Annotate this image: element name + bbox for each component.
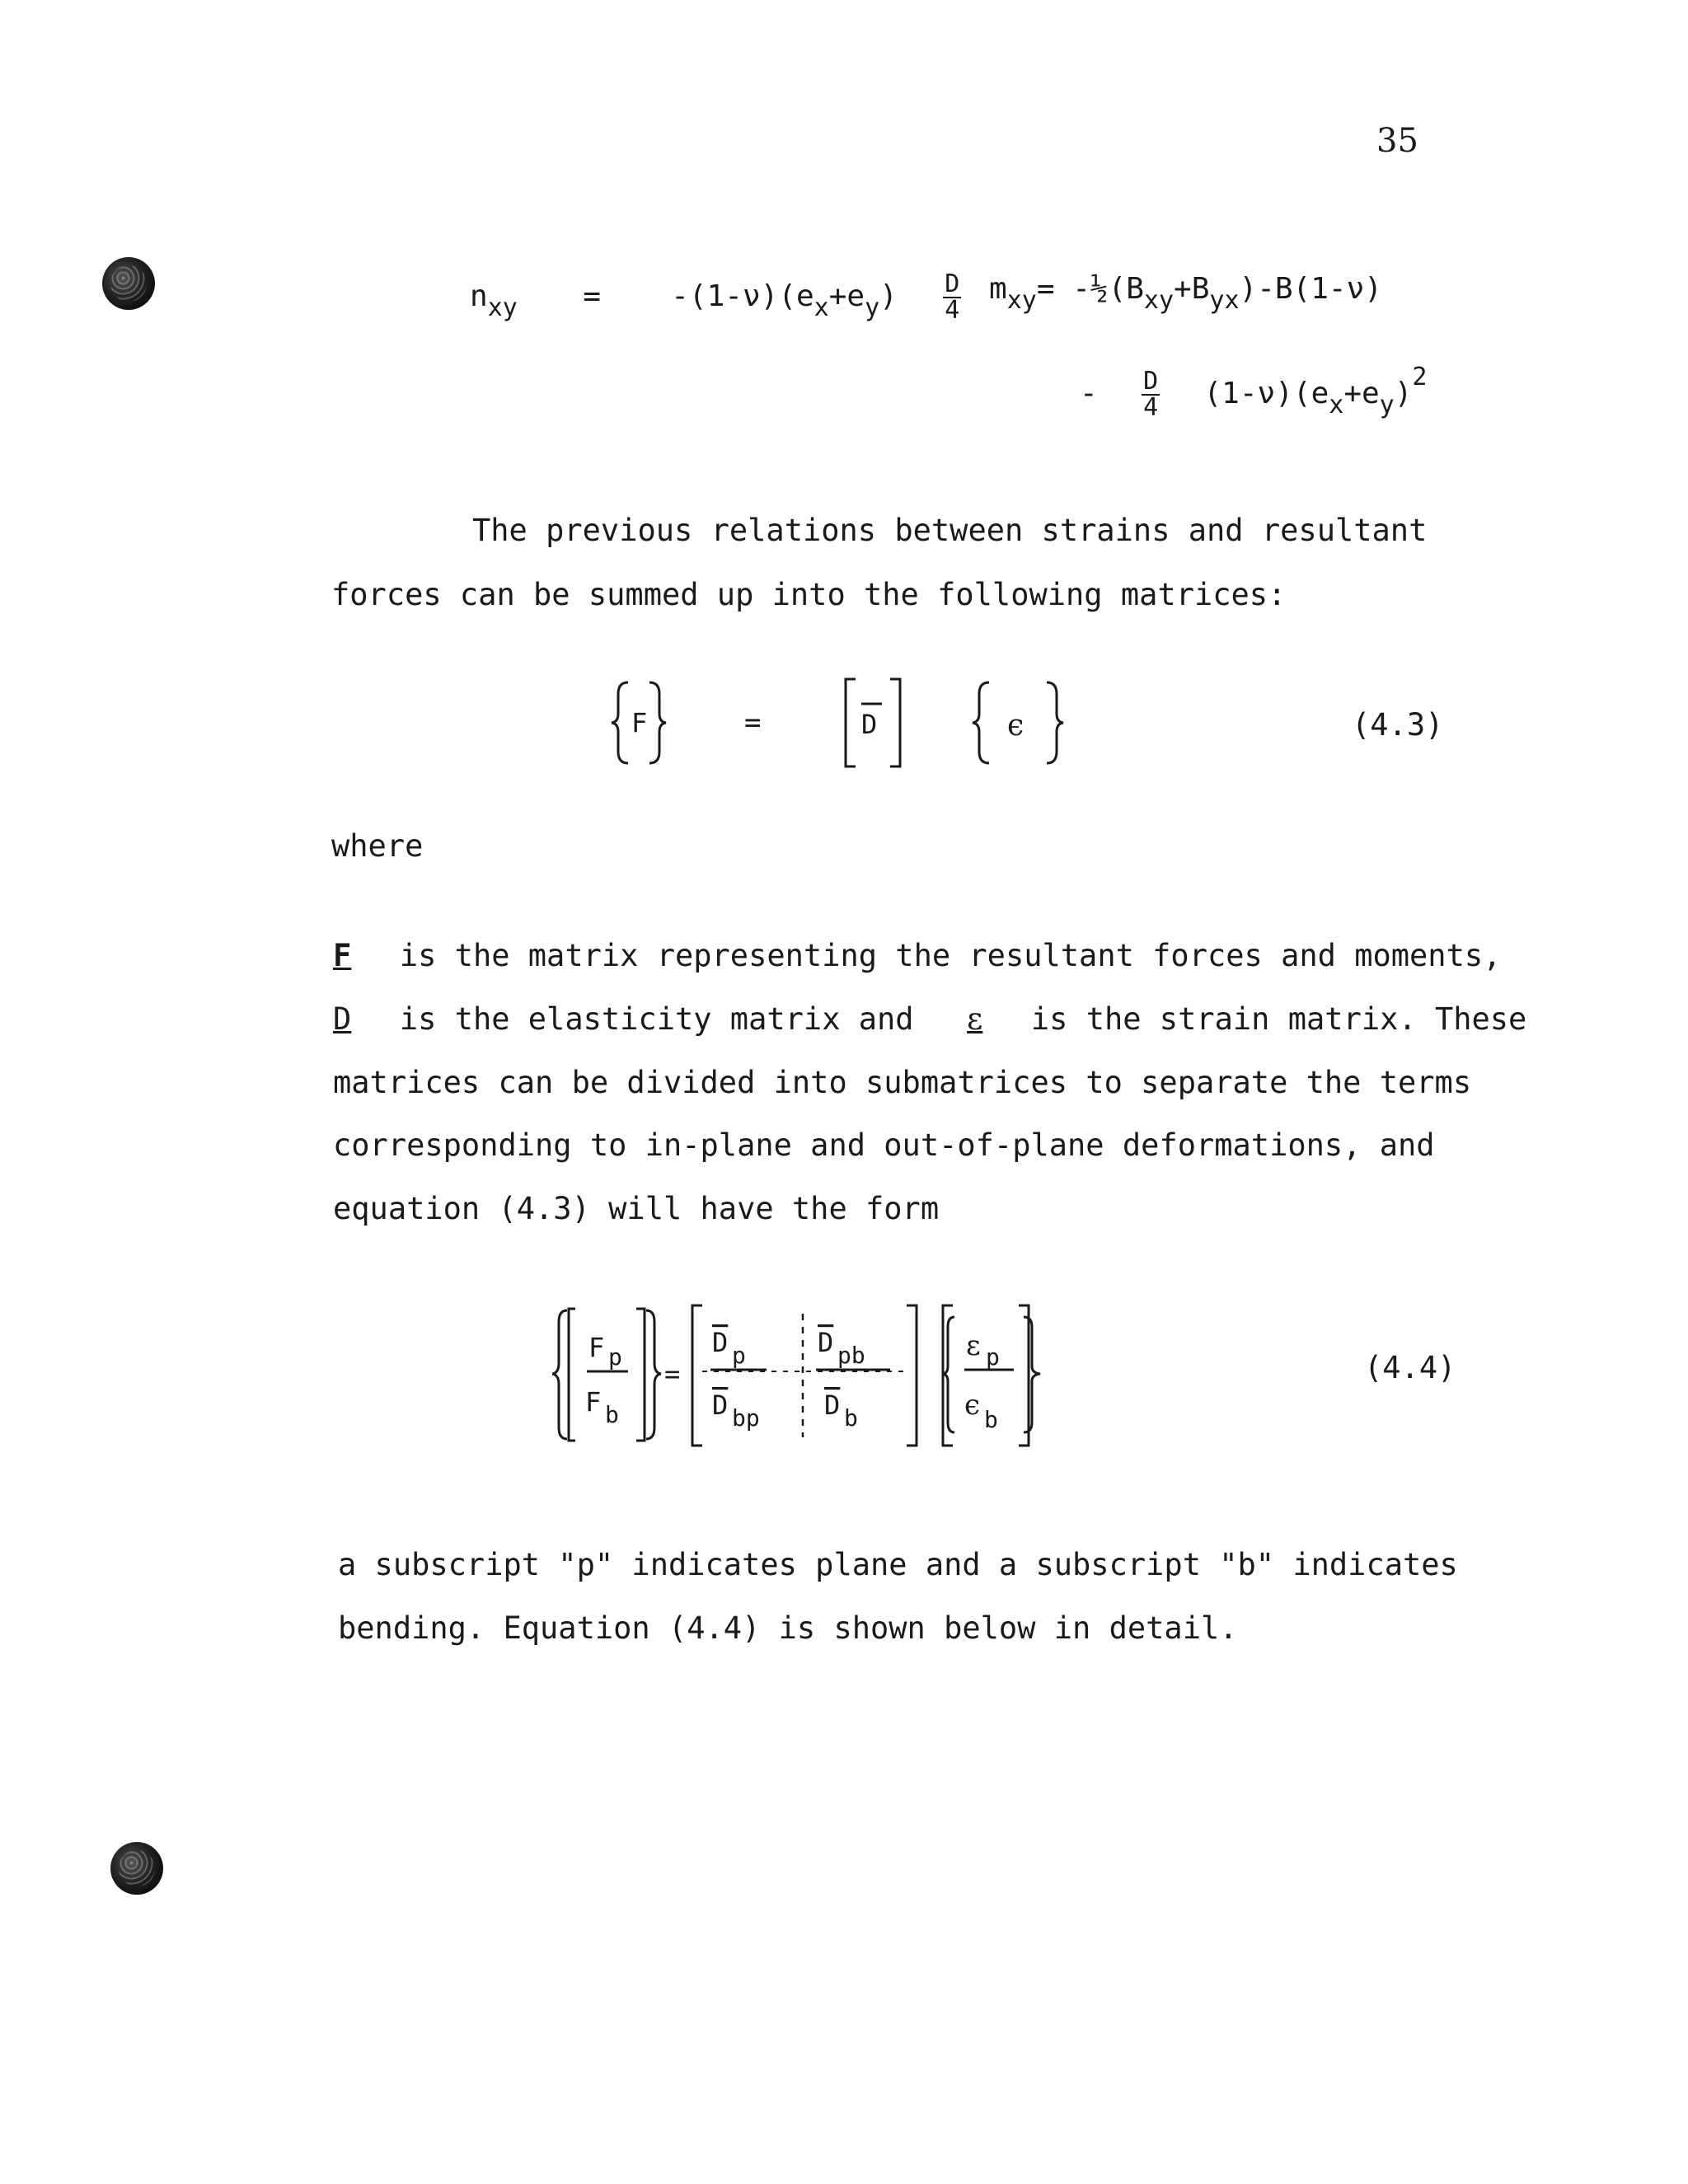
- bracket-left-fvec: [569, 1309, 575, 1441]
- mxy-line2-c: +e: [1343, 377, 1380, 410]
- nxy-fraction: [943, 269, 961, 325]
- eq43-D: D: [861, 709, 878, 740]
- mxy-line2-ex-sub: x: [1329, 391, 1344, 419]
- nxy-rhs-prefix: -(1-: [671, 279, 743, 313]
- brace-right-eps: [1047, 682, 1063, 763]
- equation-4-4: [552, 1294, 1063, 1459]
- paragraph3-line2: bending. Equation (4.4) is shown below in detail.: [338, 1610, 1238, 1646]
- eq43-number: (4.3): [1352, 707, 1444, 743]
- nxy-lhs-sub: xy: [487, 293, 518, 322]
- brace-left-fvec: [552, 1310, 567, 1439]
- equation-4-3: [610, 676, 1088, 771]
- mxy-line2-nu: ν: [1257, 377, 1276, 410]
- nxy-lhs: n: [470, 279, 488, 313]
- mxy-frac-num: D: [1143, 367, 1159, 396]
- paragraph2-line3: matrices can be divided into submatrices to separate the terms: [333, 1065, 1472, 1100]
- nxy-close: ): [879, 279, 898, 313]
- paragraph1-line1: The previous relations between strains and resultant: [472, 513, 1428, 548]
- brace-left-eps: [973, 682, 989, 763]
- eq44-eb: ϵ: [964, 1389, 981, 1422]
- sym-epsilon: ε: [967, 1001, 983, 1037]
- where-label: where: [331, 828, 424, 864]
- eq44-Fb: F: [585, 1386, 602, 1418]
- eq43-F: F: [631, 707, 648, 738]
- paragraph3-line1: a subscript "p" indicates plane and a subscript "b" indicates: [338, 1547, 1458, 1582]
- mxy-frac-den: 4: [1143, 393, 1159, 422]
- punch-hole-bottom: [110, 1842, 163, 1895]
- eq44-number: (4.4): [1364, 1350, 1456, 1385]
- sym-D: D: [333, 1001, 352, 1037]
- eq44-Db-sub: b: [844, 1404, 858, 1432]
- eq44-Dp: D: [712, 1327, 729, 1358]
- bracket-right-fvec: [636, 1309, 645, 1441]
- punch-hole-top: [102, 257, 155, 310]
- mxy-half: ½: [1090, 272, 1109, 306]
- eq44-eb-sub: b: [984, 1406, 998, 1433]
- nxy-ey-sub: y: [865, 293, 880, 322]
- eq44-Dpb: D: [818, 1327, 834, 1358]
- eq44-Fp-sub: p: [608, 1343, 622, 1371]
- nxy-frac-num: D: [945, 269, 960, 298]
- eq44-Fp: F: [588, 1332, 605, 1363]
- equation-mxy-line2: [1080, 363, 1428, 422]
- mxy-rhs4: )-B(1-: [1239, 272, 1347, 306]
- mxy-line2-a: (1-: [1203, 377, 1258, 410]
- paragraph2-line2a: is the elasticity matrix and: [399, 1001, 914, 1037]
- eq43-eps: ϵ: [1007, 709, 1025, 743]
- mxy-rhs5: ): [1364, 272, 1382, 306]
- nxy-frac-den: 4: [945, 296, 960, 325]
- eq44-Dpb-sub: pb: [837, 1342, 865, 1369]
- mxy-line2-b: )(e: [1275, 377, 1329, 410]
- eq44-Db: D: [824, 1390, 841, 1421]
- bracket-right-d: [890, 679, 900, 766]
- brace-right-fvec: [646, 1310, 661, 1439]
- paragraph1-line2: forces can be summed up into the following matrices:: [331, 577, 1287, 612]
- nxy-nu: ν: [742, 279, 761, 313]
- paragraph2-line2b: is the strain matrix. These: [1030, 1001, 1527, 1037]
- paragraph2-line1: [333, 938, 1501, 973]
- nxy-rhs-mid: )(e: [760, 279, 814, 313]
- paragraph2-line1-text: is the matrix representing the resultant forces and moments,: [399, 938, 1502, 973]
- eq44-ep-sub: p: [986, 1343, 1000, 1371]
- mxy-line2-minus: -: [1080, 377, 1098, 410]
- mxy-nu: ν: [1346, 272, 1365, 306]
- mxy-rhs2: (B: [1108, 272, 1144, 306]
- bracket-right-dmat: [907, 1305, 917, 1446]
- eq44-Fb-sub: b: [605, 1401, 619, 1428]
- eq44-Dbp-sub: bp: [732, 1404, 760, 1432]
- mxy-bxy-sub: xy: [1143, 286, 1175, 315]
- mxy-equals: =: [1036, 272, 1055, 306]
- paragraph2-line2: [333, 1001, 1526, 1037]
- nxy-ex-sub: x: [814, 293, 829, 322]
- mxy-rhs1: -: [1072, 272, 1090, 306]
- eq44-ep: ε: [966, 1329, 981, 1362]
- eq44-equals: =: [664, 1358, 681, 1390]
- mxy-rhs3: +B: [1174, 272, 1210, 306]
- nxy-equals: =: [583, 279, 601, 313]
- bracket-right-evec: [1019, 1305, 1029, 1446]
- sym-F: F: [333, 938, 352, 973]
- paragraph2-line4: corresponding to in-plane and out-of-plane deformations, and: [333, 1127, 1435, 1163]
- bracket-left-d: [846, 679, 856, 766]
- brace-right-evec: [1024, 1317, 1040, 1432]
- mxy-fraction: [1142, 369, 1160, 420]
- eq44-Dbp: D: [712, 1390, 729, 1421]
- mxy-lhs-sub: xy: [1006, 286, 1037, 315]
- mxy-line2-d: ): [1394, 377, 1413, 410]
- page-number: 35: [1376, 122, 1418, 160]
- bracket-left-dmat: [692, 1305, 702, 1446]
- mxy-lhs: m: [989, 272, 1007, 306]
- equation-mxy: [989, 272, 1382, 315]
- eq44-Dp-sub: p: [732, 1342, 746, 1369]
- mxy-byx-sub: yx: [1209, 286, 1240, 315]
- eq43-equals: =: [744, 706, 762, 739]
- nxy-plus: +e: [828, 279, 865, 313]
- brace-left-f: [612, 682, 628, 763]
- mxy-line2-sup: 2: [1412, 363, 1428, 391]
- mxy-line2-ey-sub: y: [1379, 391, 1395, 419]
- brace-left-evec: [943, 1317, 954, 1432]
- paragraph2-line5: equation (4.3) will have the form: [333, 1191, 940, 1226]
- equation-nxy: [470, 269, 961, 325]
- brace-right-f: [649, 682, 666, 763]
